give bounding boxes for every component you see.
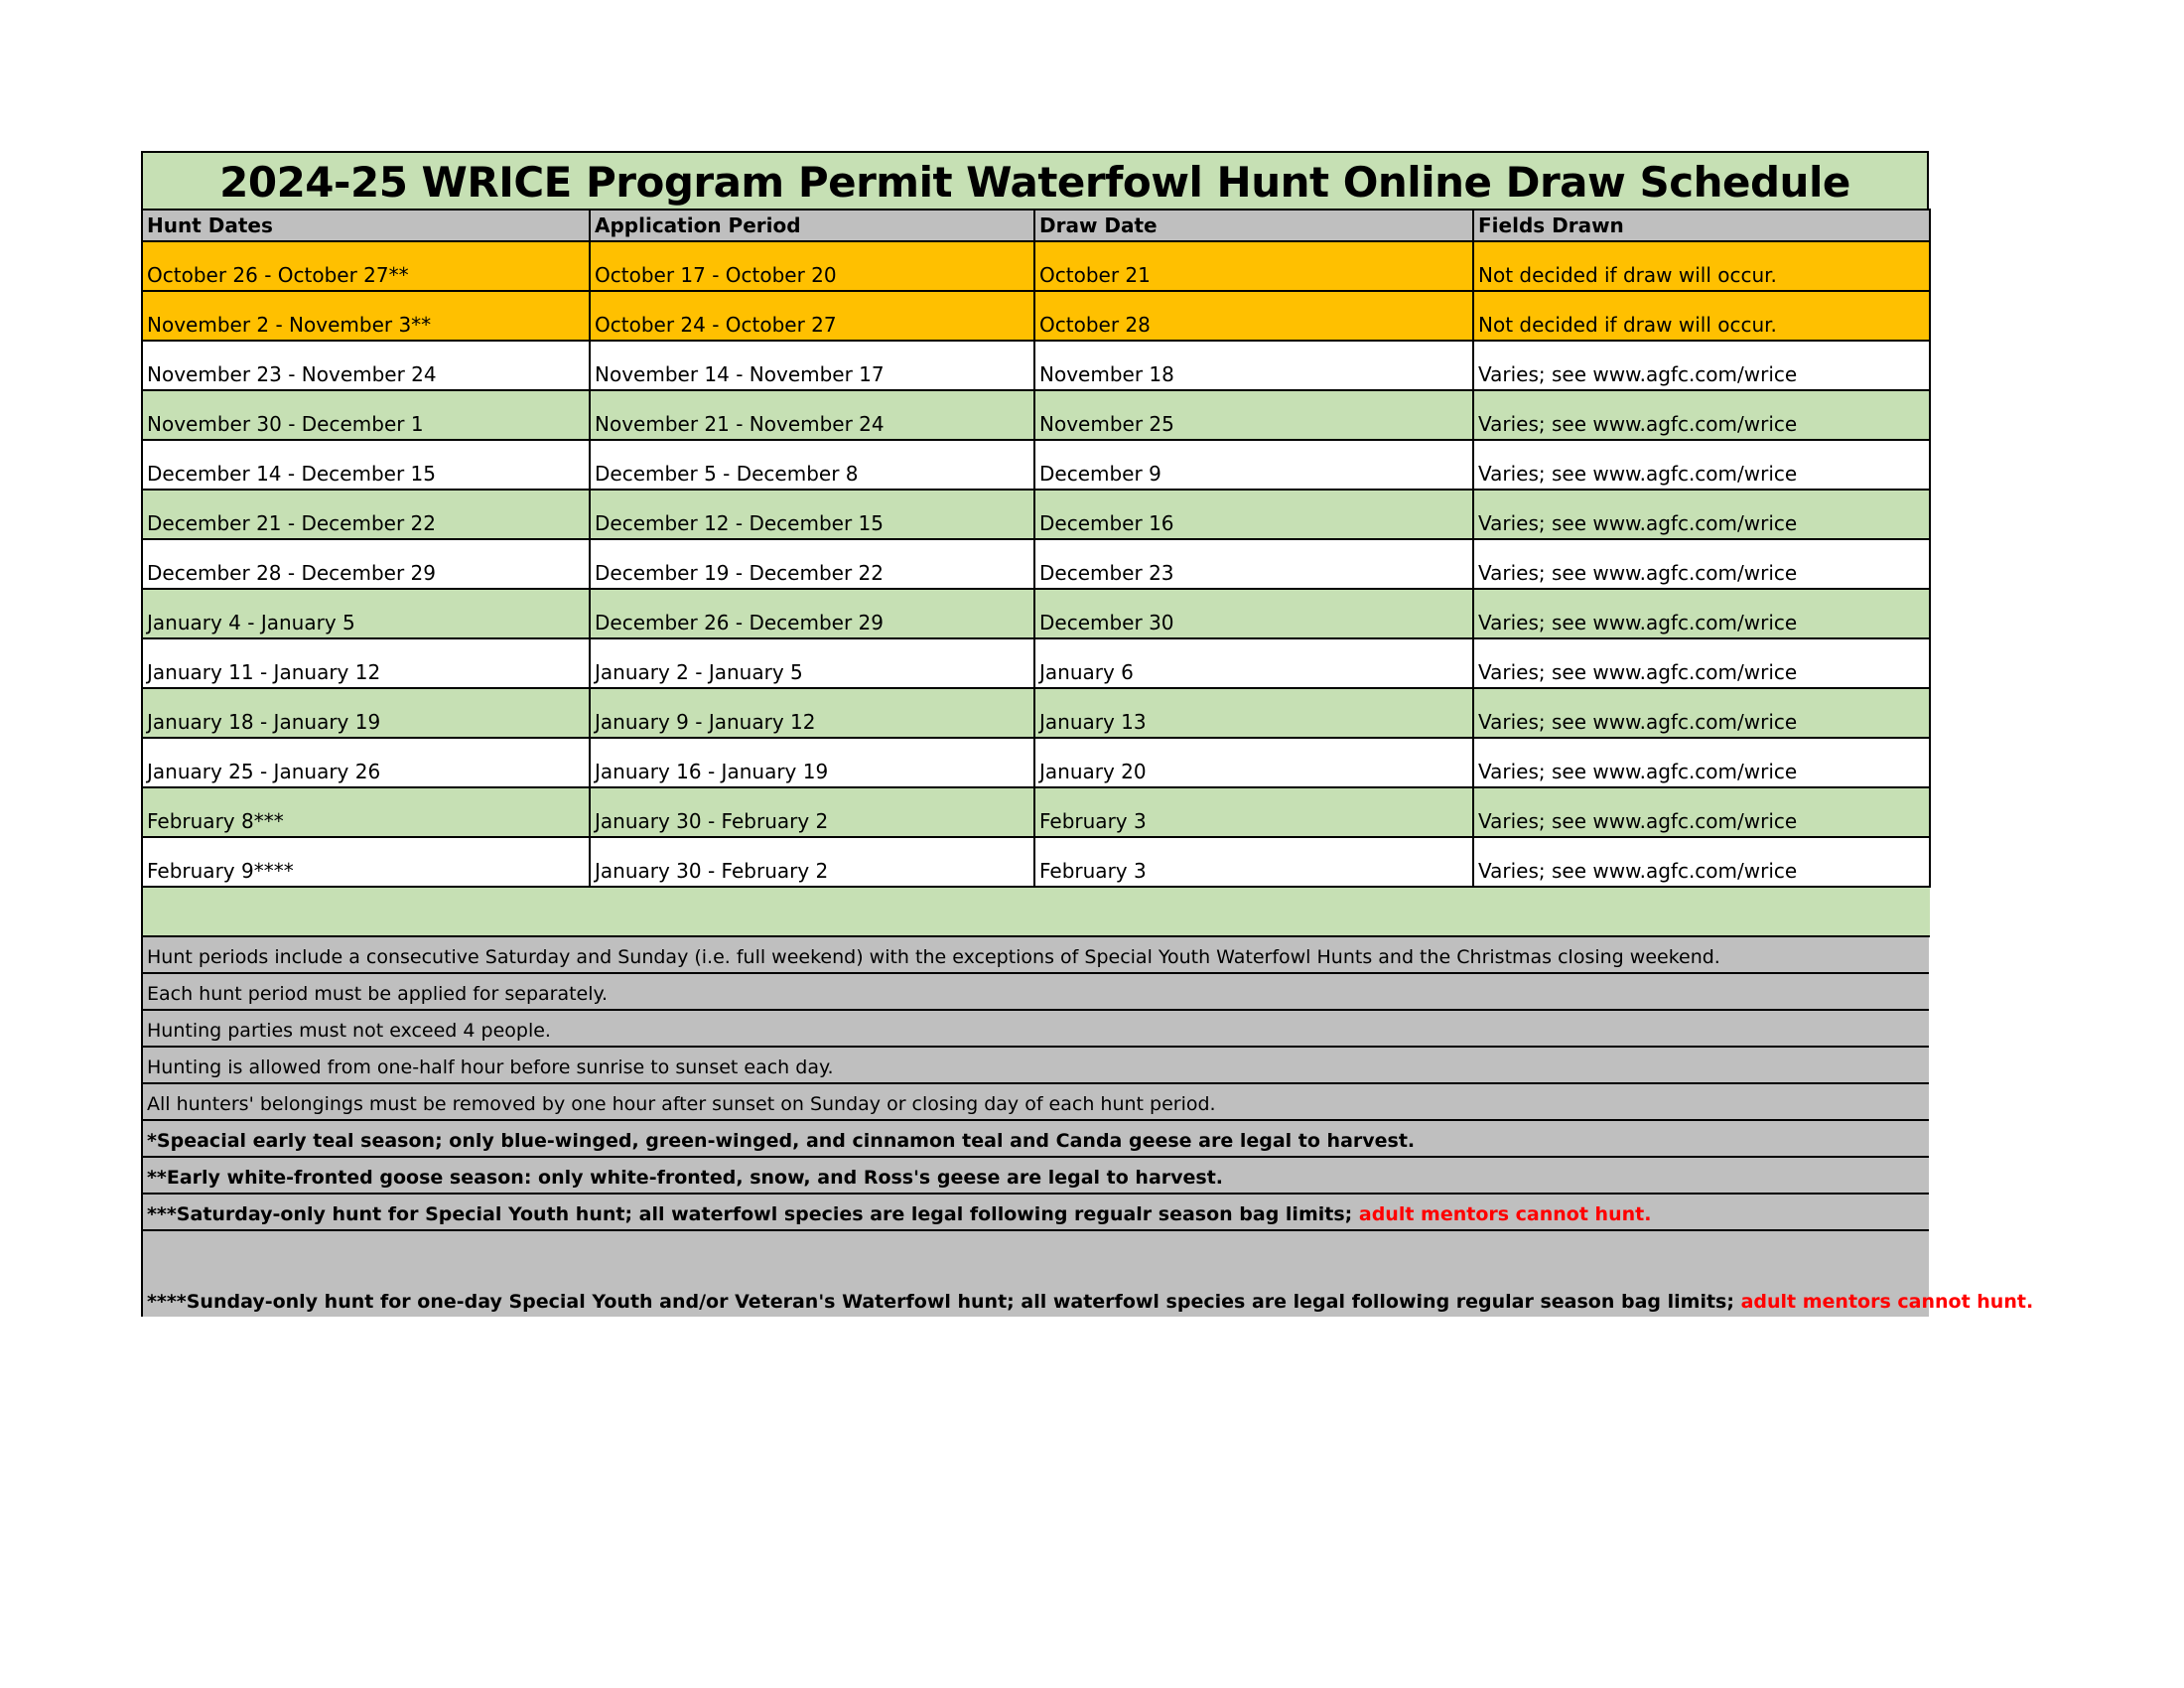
application-period-cell: October 17 - October 20 <box>590 241 1034 291</box>
note-hunt-periods: Hunt periods include a consecutive Saturday and Sunday (i.e. full weekend) with the exceptions of Special Youth Waterfowl Hunts and the Christmas closing weekend. <box>141 937 1929 974</box>
table-header-row <box>142 210 1930 241</box>
table-row <box>142 738 1930 787</box>
application-period-cell: October 24 - October 27 <box>590 291 1034 341</box>
draw-date-cell: January 6 <box>1034 638 1473 688</box>
hunt-dates-cell: January 25 - January 26 <box>142 738 590 787</box>
hunt-dates-cell: February 9**** <box>142 837 590 887</box>
application-period-cell: November 21 - November 24 <box>590 390 1034 440</box>
note-hunting-hours: Hunting is allowed from one-half hour before sunrise to sunset each day. <box>141 1048 1929 1084</box>
fields-drawn-cell: Not decided if draw will occur. <box>1473 241 1930 291</box>
draw-date-cell: October 21 <box>1034 241 1473 291</box>
fields-drawn-cell: Varies; see www.agfc.com/wrice <box>1473 837 1930 887</box>
spacer-cell <box>142 887 1930 936</box>
application-period-cell: January 30 - February 2 <box>590 787 1034 837</box>
draw-date-cell: December 30 <box>1034 589 1473 638</box>
fields-drawn-cell: Varies; see www.agfc.com/wrice <box>1473 390 1930 440</box>
application-period-cell: January 30 - February 2 <box>590 837 1034 887</box>
note-apply-separately: Each hunt period must be applied for separately. <box>141 974 1929 1011</box>
schedule-sheet <box>141 151 2034 1317</box>
hunt-dates-cell: February 8*** <box>142 787 590 837</box>
fields-drawn-cell: Varies; see www.agfc.com/wrice <box>1473 688 1930 738</box>
application-period-cell: January 9 - January 12 <box>590 688 1034 738</box>
fields-drawn-cell: Varies; see www.agfc.com/wrice <box>1473 490 1930 539</box>
draw-date-cell: December 23 <box>1034 539 1473 589</box>
draw-date-cell: February 3 <box>1034 837 1473 887</box>
fields-drawn-cell: Not decided if draw will occur. <box>1473 291 1930 341</box>
table-row <box>142 638 1930 688</box>
note-goose-season: **Early white-fronted goose season: only white-fronted, snow, and Ross's geese are legal to harvest. <box>141 1158 1929 1195</box>
draw-date-cell: January 20 <box>1034 738 1473 787</box>
draw-date-cell: February 3 <box>1034 787 1473 837</box>
application-period-cell: December 26 - December 29 <box>590 589 1034 638</box>
schedule-table <box>141 209 1931 937</box>
hunt-dates-cell: December 28 - December 29 <box>142 539 590 589</box>
application-period-cell: January 2 - January 5 <box>590 638 1034 688</box>
application-period-cell: December 12 - December 15 <box>590 490 1034 539</box>
hunt-dates-cell: January 11 - January 12 <box>142 638 590 688</box>
table-row <box>142 291 1930 341</box>
table-row <box>142 589 1930 638</box>
note-saturday-text: ***Saturday-only hunt for Special Youth hunt; all waterfowl species are legal following regualr season bag limits; <box>147 1203 1359 1225</box>
hunt-dates-cell: January 4 - January 5 <box>142 589 590 638</box>
application-period-cell: November 14 - November 17 <box>590 341 1034 390</box>
fields-drawn-cell: Varies; see www.agfc.com/wrice <box>1473 589 1930 638</box>
table-row <box>142 837 1930 887</box>
hunt-dates-cell: December 21 - December 22 <box>142 490 590 539</box>
hunt-dates-cell: January 18 - January 19 <box>142 688 590 738</box>
fields-drawn-cell: Varies; see www.agfc.com/wrice <box>1473 341 1930 390</box>
note-party-size: Hunting parties must not exceed 4 people. <box>141 1011 1929 1048</box>
column-header-draw-date: Draw Date <box>1034 210 1473 241</box>
table-row <box>142 688 1930 738</box>
draw-date-cell: November 18 <box>1034 341 1473 390</box>
hunt-dates-cell: November 23 - November 24 <box>142 341 590 390</box>
column-header-fields-drawn: Fields Drawn <box>1473 210 1930 241</box>
note-belongings: All hunters' belongings must be removed by one hour after sunset on Sunday or closing day of each hunt period. <box>141 1084 1929 1121</box>
fields-drawn-cell: Varies; see www.agfc.com/wrice <box>1473 738 1930 787</box>
table-row <box>142 787 1930 837</box>
fields-drawn-cell: Varies; see www.agfc.com/wrice <box>1473 440 1930 490</box>
table-row <box>142 539 1930 589</box>
draw-date-cell: January 13 <box>1034 688 1473 738</box>
note-sunday-youth-veteran <box>141 1231 2034 1317</box>
fields-drawn-cell: Varies; see www.agfc.com/wrice <box>1473 638 1930 688</box>
application-period-cell: December 19 - December 22 <box>590 539 1034 589</box>
hunt-dates-cell: November 2 - November 3** <box>142 291 590 341</box>
page-title: 2024-25 WRICE Program Permit Waterfowl Hunt Online Draw Schedule <box>141 151 1929 209</box>
table-row <box>142 490 1930 539</box>
fields-drawn-cell: Varies; see www.agfc.com/wrice <box>1473 787 1930 837</box>
note-saturday-warning: adult mentors cannot hunt. <box>1358 1203 1652 1225</box>
hunt-dates-cell: December 14 - December 15 <box>142 440 590 490</box>
draw-date-cell: December 9 <box>1034 440 1473 490</box>
note-teal-season: *Speacial early teal season; only blue-winged, green-winged, and cinnamon teal and Canda geese are legal to harvest. <box>141 1121 1929 1158</box>
hunt-dates-cell: November 30 - December 1 <box>142 390 590 440</box>
note-saturday-youth <box>141 1195 1929 1231</box>
note-sunday-warning: adult mentors cannot hunt. <box>1740 1291 2034 1313</box>
note-sunday-text: ****Sunday-only hunt for one-day Special Youth and/or Veteran's Waterfowl hunt; all waterfowl species are legal following regular season bag limits; <box>147 1291 1741 1313</box>
table-row <box>142 390 1930 440</box>
application-period-cell: January 16 - January 19 <box>590 738 1034 787</box>
draw-date-cell: October 28 <box>1034 291 1473 341</box>
draw-date-cell: December 16 <box>1034 490 1473 539</box>
hunt-dates-cell: October 26 - October 27** <box>142 241 590 291</box>
draw-date-cell: November 25 <box>1034 390 1473 440</box>
table-row <box>142 241 1930 291</box>
fields-drawn-cell: Varies; see www.agfc.com/wrice <box>1473 539 1930 589</box>
table-row <box>142 440 1930 490</box>
column-header-application-period: Application Period <box>590 210 1034 241</box>
application-period-cell: December 5 - December 8 <box>590 440 1034 490</box>
column-header-hunt-dates: Hunt Dates <box>142 210 590 241</box>
spacer-row <box>142 887 1930 936</box>
table-row <box>142 341 1930 390</box>
